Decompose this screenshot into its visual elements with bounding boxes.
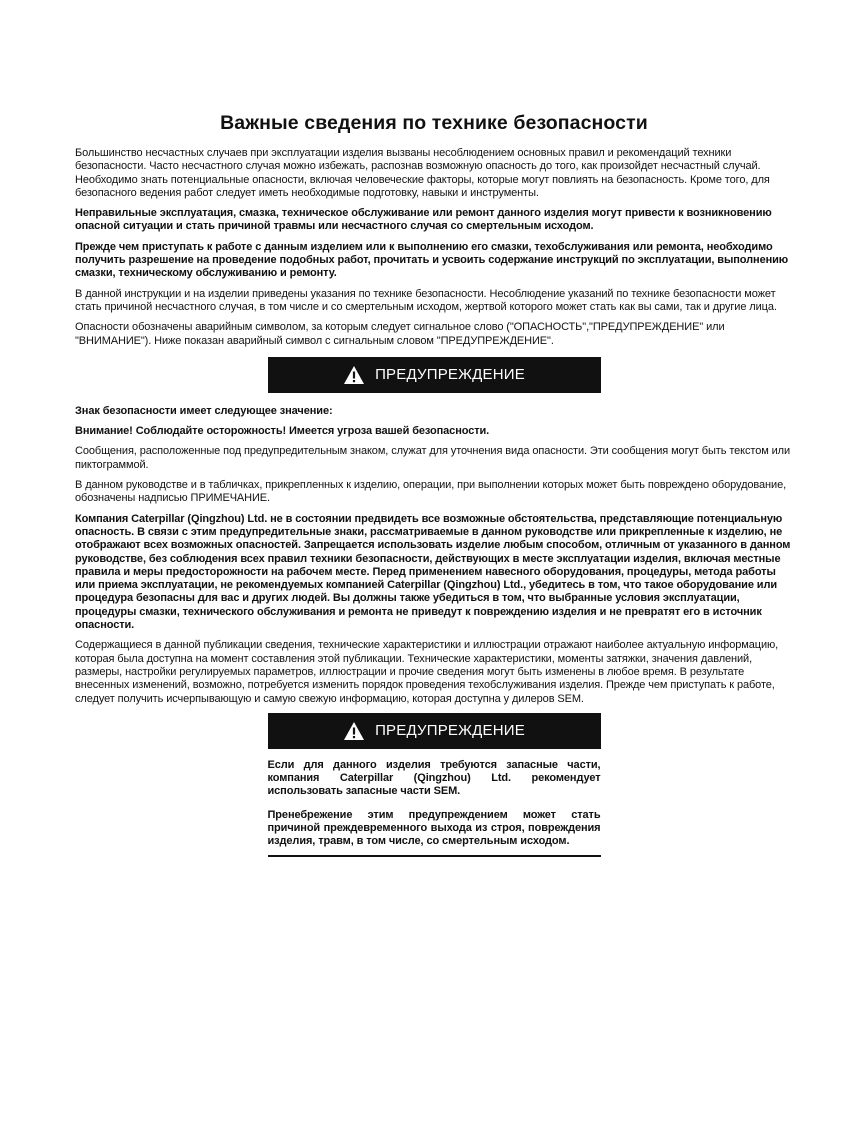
paragraph-hazard-symbol: Опасности обозначены аварийным символом, за которым следует сигнальное слово ("ОПАСНОСТЬ","ПРЕДУПРЕЖДЕНИЕ" или "ВНИМАНИЕ"). Ниже показан аварийный символ с сигнальным словом "ПРЕДУПРЕЖДЕНИЕ". — [75, 321, 725, 347]
warning-box-body — [268, 749, 601, 857]
paragraph-messages: Сообщения, расположенные под предупредительным знаком, служат для уточнения вида опасности. Эти сообщения могут быть текстом или пиктограммой. — [75, 445, 791, 471]
paragraph-improper-use: Неправильные эксплуатация, смазка, техническое обслуживание или ремонт данного изделия могут привести к возникновению опасной ситуации и стать причиной травмы или несчастного случая со смертельным исходом. — [75, 207, 772, 233]
warning-box-text-1: Если для данного изделия требуются запасные части, компания Caterpillar (Qingzhou) Ltd. рекомендует использовать запасные части SEM. — [267, 758, 601, 798]
paragraph-sign-meaning: Знак безопасности имеет следующее значение: — [75, 404, 333, 417]
paragraph-safety-instructions: В данной инструкции и на изделии приведены указания по технике безопасности. Несоблюдение указаний по технике безопасности может стать причиной несчастного случая, в том числе и со смертельным исходом, жертвой которого может стать как вы сами, так и другие лица. — [75, 287, 777, 313]
warning-triangle-icon — [343, 365, 365, 385]
paragraph-attention: Внимание! Соблюдайте осторожность! Имеется угроза вашей безопасности. — [75, 425, 490, 438]
paragraph-intro: Большинство несчастных случаев при эксплуатации изделия вызваны несоблюдением основных правил и рекомендаций техники безопасности. Часто несчастного случая можно избежать, распознав возможную опасность до того, как произойдет несчастный случай. Необходимо знать потенциальные опасности, включая человеческие факторы, которые могут повлиять на безопасность. Кроме того, для безопасного ведения работ следует иметь необходимые подготовку, навыки и инструменты. — [75, 147, 770, 199]
warning-box-banner — [268, 713, 601, 749]
page-title: Важные сведения по технике безопасности — [220, 112, 648, 134]
paragraph-before-work: Прежде чем приступать к работе с данным изделием или к выполнению его смазки, техобслуживания или ремонта, необходимо получить разрешение на проведение подобных работ, прочитать и усвоить содержание инструкций по эксплуатации, выполнению смазки, техническому обслуживанию и ремонту. — [75, 240, 789, 280]
paragraph-publication-info: Содержащиеся в данной публикации сведения, технические характеристики и иллюстрации отражают наиболее актуальную информацию, которая была доступна на момент составления этой публикации. Технические характеристики, моменты затяжки, значения давлений, размеры, настройки регулируемых параметров, иллюстрации и прочие сведения могут быть изменены в любое время. В результате внесенных изменений, возможно, потребуется изменить порядок проведения техобслуживания изделия. Прежде чем приступать к работе, следует получить исчерпывающую и самую свежую информацию, которая доступна у дилеров SEM. — [75, 639, 779, 705]
warning-banner — [268, 357, 601, 393]
paragraph-caterpillar: Компания Caterpillar (Qingzhou) Ltd. не в состоянии предвидеть все возможные обстоятельства, представляющие потенциальную опасность. В связи с этим предупредительные знаки, рассматриваемые в данном руководстве или прикрепленные к изделию, не отображают всех возможных опасностей. Запрещается использовать изделие любым способом, отличным от указанного в данном руководстве, без соблюдения всех правил техники безопасности, действующих в месте эксплуатации изделия, включая местные правила и меры предосторожности на рабочем месте. Перед применением навесного оборудования, процедуры, метода работы или приема эксплуатации, не рекомендуемых компанией Caterpillar (Qingzhou) Ltd., убедитесь в том, что такое оборудование или процедура безопасны для вас и других людей. Вы должны также убедиться в том, что выбранные условия эксплуатации, процедуры смазки, технического обслуживания и ремонта не приведут к повреждению изделия и не превратят его в источник опасности. — [75, 512, 791, 632]
warning-box-label: ПРЕДУПРЕЖДЕНИЕ — [375, 722, 525, 740]
paragraph-note: В данном руководстве и в табличках, прикрепленных к изделию, операции, при выполнении которых может быть повреждено оборудование, обозначены надписью ПРИМЕЧАНИЕ. — [75, 479, 787, 505]
warning-box-text-2: Пренебрежение этим предупреждением может стать причиной преждевременного выхода из строя, повреждения изделия, травм, в том числе, со смертельным исходом. — [267, 808, 601, 848]
warning-triangle-icon — [343, 721, 365, 741]
document-page — [75, 112, 793, 857]
warning-box — [268, 713, 601, 857]
warning-label: ПРЕДУПРЕЖДЕНИЕ — [375, 366, 525, 384]
